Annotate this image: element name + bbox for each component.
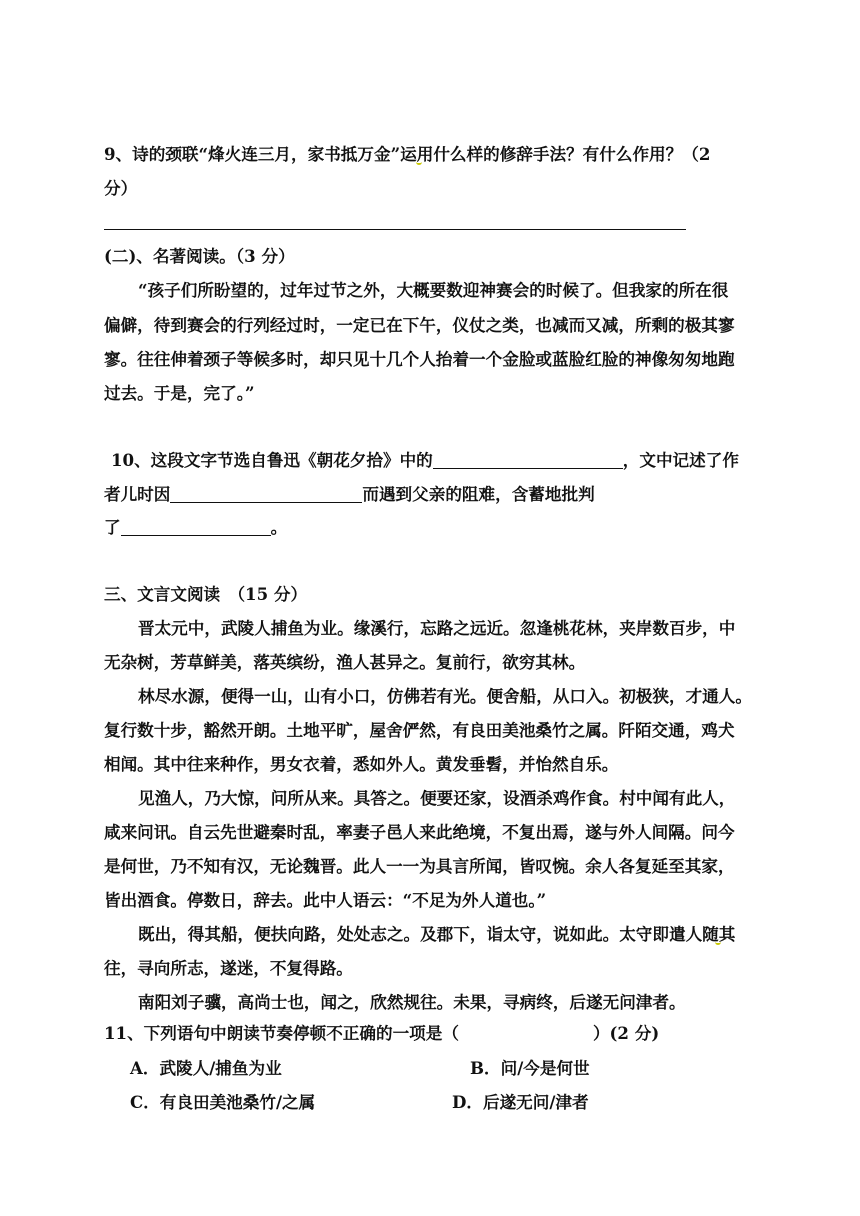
section2-heading: (二)、名著阅读。（3 分）	[104, 246, 295, 266]
classical-text-line: 皆出酒食。停数日，辞去。此中人语云：“不足为外人道也。”	[104, 890, 547, 910]
classical-text-line: 相闻。其中往来种作，男女衣着，悉如外人。黄发垂髫，并怡然自乐。	[104, 754, 619, 774]
option-a[interactable]: A．武陵人/捕鱼为业	[130, 1058, 282, 1078]
q10-text: 而遇到父亲的阻难，含蓄地批判	[362, 484, 595, 504]
option-d[interactable]: D．后遂无问/津者	[452, 1092, 589, 1112]
q11-text: ）(2 分)	[592, 1023, 660, 1043]
answer-line	[104, 229, 686, 230]
classical-text-line: 咸来问讯。自云先世避秦时乱，率妻子邑人来此绝境，不复出焉，遂与外人间隔。问今	[104, 822, 735, 842]
classical-text-line: 林尽水源，便得一山，山有小口，仿佛若有光。便舍船，从口入。初极狭，才通人。	[138, 686, 752, 706]
fill-blank-3[interactable]	[121, 517, 271, 536]
q10-line-3	[104, 515, 287, 539]
fill-blank-2[interactable]	[170, 484, 362, 503]
q10-text: 了	[104, 517, 121, 537]
q9-line-1: 9、诗的颈联“烽火连三月，家书抵万金”运用什么样的修辞手法？有什么作用？（2	[104, 144, 711, 164]
option-b[interactable]: B．问/今是何世	[470, 1058, 590, 1078]
q10-line-1	[111, 448, 739, 472]
q11-text: 11、下列语句中朗读节奏停顿不正确的一项是（	[104, 1023, 459, 1043]
q10-text: ，文中记述了作	[622, 450, 739, 470]
classical-text-line: 晋太元中，武陵人捕鱼为业。缘溪行，忘路之远近。忽逢桃花林，夹岸数百步，中	[138, 618, 736, 638]
q9-line-2: 分）	[104, 178, 138, 198]
classical-text-line: 南阳刘子骥，高尚士也，闻之，欣然规往。未果，寻病终，后遂无问津者。	[138, 992, 686, 1012]
fill-blank-1[interactable]	[433, 450, 623, 469]
q10-text: 。	[270, 517, 288, 537]
classical-text-line: 见渔人，乃大惊，问所从来。具答之。便要还家，设酒杀鸡作食。村中闻有此人，	[138, 788, 736, 808]
q11-stem	[104, 1021, 659, 1045]
passage-line: “孩子们所盼望的，过年过节之外，大概要数迎神赛会的时候了。但我家的所在很	[138, 280, 729, 300]
classical-text-line: 无杂树，芳草鲜美，落英缤纷，渔人甚异之。复前行，欲穷其林。	[104, 652, 586, 672]
classical-text-line: 是何世，乃不知有汉，无论魏晋。此人一一为具言所闻，皆叹惋。余人各复延至其家，	[104, 856, 735, 876]
classical-text-line: 既出，得其船，便扶向路，处处志之。及郡下，诣太守，说如此。太守即遣人随其	[138, 924, 736, 944]
q10-text: 者儿时因	[104, 484, 171, 504]
option-c[interactable]: C．有良田美池桑竹/之属	[130, 1092, 316, 1112]
q10-text: 10、这段文字节选自鲁迅《朝花夕拾》中的	[111, 450, 433, 470]
classical-text-line: 复行数十步，豁然开朗。土地平旷，屋舍俨然，有良田美池桑竹之属。阡陌交通，鸡犬	[104, 720, 735, 740]
passage-line: 偏僻，待到赛会的行列经过时，一定已在下午，仪仗之类，也减而又减，所剩的极其寥	[104, 315, 735, 335]
q10-line-2	[104, 482, 595, 506]
passage-line: 寥。往往伸着颈子等候多时，却只见十几个人抬着一个金脸或蓝脸红脸的神像匆匆地跑	[104, 349, 735, 369]
passage-line: 过去。于是，完了。”	[104, 383, 255, 403]
classical-text-line: 往，寻向所志，遂迷，不复得路。	[104, 958, 353, 978]
section3-heading: 三、文言文阅读 （15 分）	[104, 584, 308, 604]
